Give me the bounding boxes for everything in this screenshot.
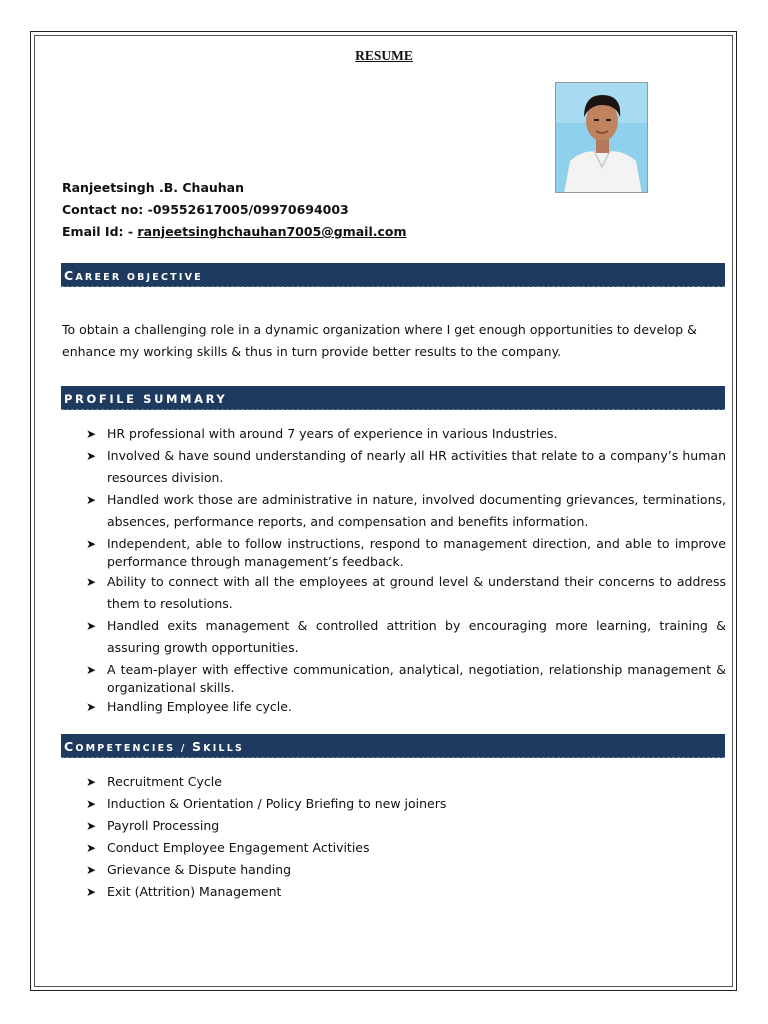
section-heading-profile-summary: [61, 386, 725, 410]
email-label: Email Id: -: [62, 224, 138, 239]
list-item: [86, 771, 726, 793]
arrow-bullet-icon: ➤: [86, 575, 97, 589]
arrow-bullet-icon: ➤: [86, 700, 97, 714]
section-heading-career-objective: [61, 263, 725, 287]
list-item-text: Induction & Orientation / Policy Briefing to new joiners: [107, 796, 447, 811]
list-item-text: Handling Employee life cycle.: [107, 699, 292, 714]
heading-initial: C: [64, 739, 76, 754]
arrow-bullet-icon: ➤: [86, 863, 97, 877]
list-item: [86, 697, 726, 717]
arrow-bullet-icon: ➤: [86, 885, 97, 899]
list-item: [86, 615, 726, 659]
list-item-text: Conduct Employee Engagement Activities: [107, 840, 370, 855]
list-item: [86, 661, 726, 697]
list-item-text: Exit (Attrition) Management: [107, 884, 282, 899]
arrow-bullet-icon: ➤: [86, 663, 97, 677]
list-item-text: Grievance & Dispute handing: [107, 862, 292, 877]
contact-label: Contact no: -: [62, 202, 153, 217]
arrow-bullet-icon: ➤: [86, 819, 97, 833]
list-item: [86, 423, 726, 445]
heading-mid: OMPETENCIES /: [75, 743, 192, 754]
career-objective-text: To obtain a challenging role in a dynamic organization where I get enough opportunities to develop & enhance my working skills & thus in turn provide better results to the company.: [62, 322, 697, 359]
heading-initial: C: [64, 268, 76, 283]
heading-text: PROFILE SUMMARY: [64, 392, 228, 406]
list-item: [86, 445, 726, 489]
list-item-text: HR professional with around 7 years of experience in various Industries.: [107, 426, 558, 441]
list-item: [86, 815, 726, 837]
heading-initial-2: S: [192, 739, 204, 754]
list-item-text: Ability to connect with all the employees at ground level & understand their concerns to address them to resolutions.: [107, 574, 726, 611]
profile-photo: [555, 82, 648, 193]
contact-number: [62, 199, 349, 221]
person-photo-icon: [556, 83, 648, 193]
profile-summary-list: [86, 423, 726, 717]
list-item: [86, 535, 726, 571]
arrow-bullet-icon: ➤: [86, 537, 97, 551]
list-item-text: Payroll Processing: [107, 818, 220, 833]
list-item: [86, 793, 726, 815]
resume-title: RESUME: [355, 48, 413, 63]
list-item: [86, 837, 726, 859]
email-link[interactable]: ranjeetsinghchauhan7005@gmail.com: [137, 224, 407, 239]
contact-value: 09552617005/09970694003: [152, 202, 349, 217]
competencies-list: [86, 771, 726, 903]
list-item-text: Recruitment Cycle: [107, 774, 222, 789]
list-item-text: A team-player with effective communication, analytical, negotiation, relationship management & organizational skills.: [107, 662, 726, 695]
list-item: [86, 881, 726, 903]
list-item-text: Independent, able to follow instructions, respond to management direction, and able to improve performance through management’s feedback.: [107, 536, 726, 569]
heading-end: KILLS: [203, 743, 245, 754]
list-item: [86, 571, 726, 615]
arrow-bullet-icon: ➤: [86, 427, 97, 441]
arrow-bullet-icon: ➤: [86, 449, 97, 463]
arrow-bullet-icon: ➤: [86, 493, 97, 507]
heading-rest: AREER OBJECTIVE: [75, 272, 203, 283]
section-heading-competencies: [61, 734, 725, 758]
arrow-bullet-icon: ➤: [86, 619, 97, 633]
arrow-bullet-icon: ➤: [86, 797, 97, 811]
arrow-bullet-icon: ➤: [86, 775, 97, 789]
list-item-text: Handled exits management & controlled attrition by encouraging more learning, training & assuring growth opportunities.: [107, 618, 726, 655]
list-item: [86, 489, 726, 533]
email: [62, 221, 407, 243]
list-item: [86, 859, 726, 881]
list-item-text: Handled work those are administrative in nature, involved documenting grievances, terminations, absences, performance reports, and compensation and benefits information.: [107, 492, 726, 529]
list-item-text: Involved & have sound understanding of nearly all HR activities that relate to a company’s human resources division.: [107, 448, 726, 485]
arrow-bullet-icon: ➤: [86, 841, 97, 855]
candidate-name: Ranjeetsingh .B. Chauhan: [62, 180, 245, 195]
